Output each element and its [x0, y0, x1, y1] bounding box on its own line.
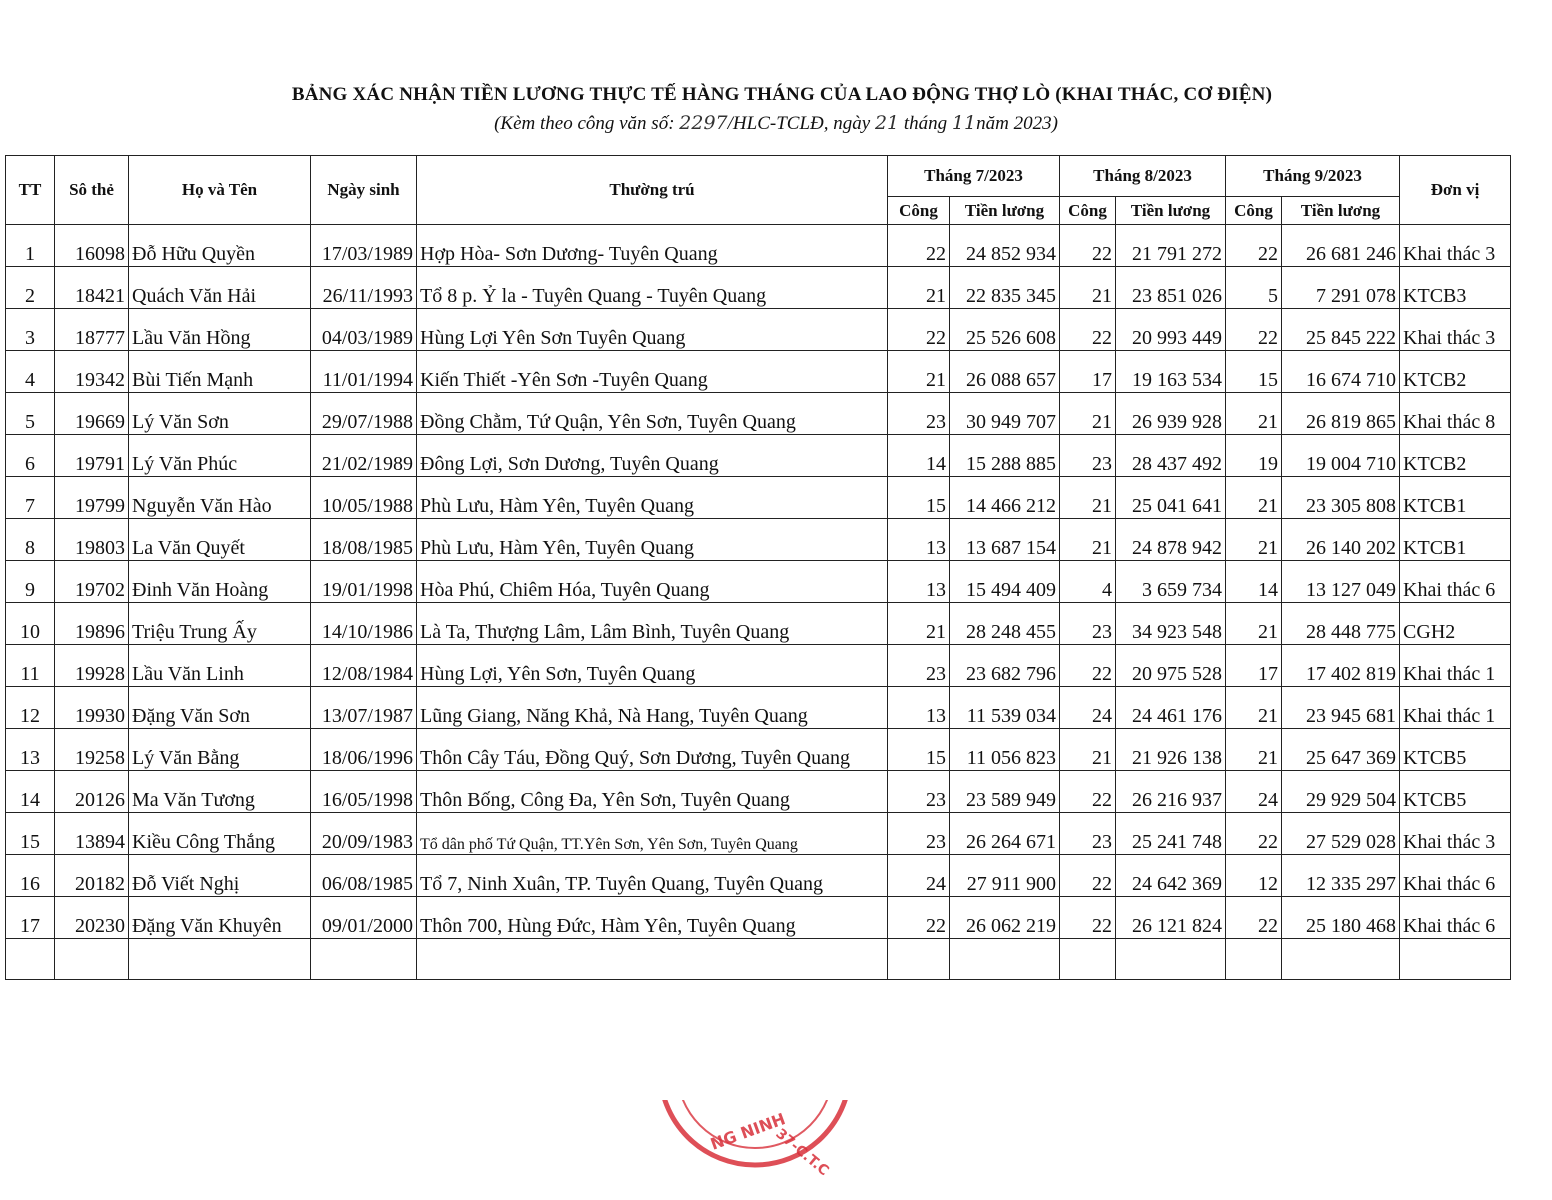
- row-don-vi: Khai thác 8: [1400, 393, 1511, 435]
- subtitle-month-word: tháng: [903, 113, 948, 134]
- table-row: [6, 477, 1511, 519]
- row-tien-luong-8: 21 791 272: [1116, 225, 1226, 267]
- row-ngay-sinh: 20/09/1983: [311, 813, 417, 855]
- salary-table: [5, 155, 1511, 980]
- header-row-1: [6, 156, 1511, 197]
- row-cong-7: 21: [888, 351, 950, 393]
- row-cong-8: 22: [1060, 855, 1116, 897]
- row-cong-9: 15: [1226, 351, 1282, 393]
- row-cong-7: 21: [888, 603, 950, 645]
- table-row: [6, 435, 1511, 477]
- row-cong-8: 17: [1060, 351, 1116, 393]
- row-tien-luong-9: 25 845 222: [1282, 309, 1400, 351]
- row-thuong-tru: Tổ dân phố Tứ Quận, TT.Yên Sơn, Yên Sơn, Tuyên Quang: [417, 813, 888, 855]
- header-tien-luong-9: Tiền lương: [1282, 197, 1400, 225]
- row-don-vi: KTCB5: [1400, 729, 1511, 771]
- row-tien-luong-9: 26 140 202: [1282, 519, 1400, 561]
- row-cong-8: 23: [1060, 603, 1116, 645]
- row-ho-ten: Lầu Văn Hồng: [129, 309, 311, 351]
- row-tien-luong-7: 28 248 455: [950, 603, 1060, 645]
- row-cong-9: 12: [1226, 855, 1282, 897]
- row-tt: 7: [6, 477, 55, 519]
- row-tien-luong-8: 28 437 492: [1116, 435, 1226, 477]
- row-so-the: 19803: [55, 519, 129, 561]
- table-row: [6, 813, 1511, 855]
- row-ho-ten: Đặng Văn Khuyên: [129, 897, 311, 939]
- row-ho-ten: Lý Văn Sơn: [129, 393, 311, 435]
- row-don-vi: KTCB3: [1400, 267, 1511, 309]
- row-ngay-sinh: 19/01/1998: [311, 561, 417, 603]
- row-cong-8: 23: [1060, 435, 1116, 477]
- row-thuong-tru: Hùng Lợi, Yên Sơn, Tuyên Quang: [417, 645, 888, 687]
- table-row: [6, 309, 1511, 351]
- row-ho-ten: Lý Văn Phúc: [129, 435, 311, 477]
- row-tien-luong-7: 11 539 034: [950, 687, 1060, 729]
- table-row: [6, 855, 1511, 897]
- row-tt: 6: [6, 435, 55, 477]
- row-cong-9: 21: [1226, 393, 1282, 435]
- row-thuong-tru: Hợp Hòa- Sơn Dương- Tuyên Quang: [417, 225, 888, 267]
- row-tt: 3: [6, 309, 55, 351]
- row-cong-7: 23: [888, 771, 950, 813]
- row-cong-7: 13: [888, 519, 950, 561]
- row-ho-ten: Kiều Công Thắng: [129, 813, 311, 855]
- row-so-the: 19930: [55, 687, 129, 729]
- row-so-the: 19799: [55, 477, 129, 519]
- row-don-vi: Khai thác 6: [1400, 897, 1511, 939]
- row-ho-ten: Quách Văn Hải: [129, 267, 311, 309]
- row-tt: 16: [6, 855, 55, 897]
- row-cong-7: 24: [888, 855, 950, 897]
- row-tien-luong-8: 26 216 937: [1116, 771, 1226, 813]
- empty-cell: [1226, 939, 1282, 980]
- row-thuong-tru: Đông Lợi, Sơn Dương, Tuyên Quang: [417, 435, 888, 477]
- row-cong-9: 22: [1226, 897, 1282, 939]
- row-tien-luong-9: 23 305 808: [1282, 477, 1400, 519]
- table-row: [6, 519, 1511, 561]
- row-tien-luong-7: 26 264 671: [950, 813, 1060, 855]
- row-cong-8: 23: [1060, 813, 1116, 855]
- row-tien-luong-7: 26 062 219: [950, 897, 1060, 939]
- row-cong-8: 22: [1060, 897, 1116, 939]
- row-cong-8: 22: [1060, 225, 1116, 267]
- row-don-vi: KTCB5: [1400, 771, 1511, 813]
- row-thuong-tru: Tổ 7, Ninh Xuân, TP. Tuyên Quang, Tuyên Quang: [417, 855, 888, 897]
- row-tien-luong-9: 25 180 468: [1282, 897, 1400, 939]
- row-ngay-sinh: 14/10/1986: [311, 603, 417, 645]
- row-don-vi: Khai thác 3: [1400, 309, 1511, 351]
- row-cong-9: 22: [1226, 813, 1282, 855]
- row-cong-8: 21: [1060, 393, 1116, 435]
- empty-cell: [417, 939, 888, 980]
- header-thuong-tru: Thường trú: [417, 156, 888, 225]
- header-cong-8: Công: [1060, 197, 1116, 225]
- row-cong-8: 21: [1060, 477, 1116, 519]
- row-tien-luong-9: 27 529 028: [1282, 813, 1400, 855]
- row-don-vi: KTCB2: [1400, 435, 1511, 477]
- header-ho-ten: Họ và Tên: [129, 156, 311, 225]
- row-tien-luong-9: 26 819 865: [1282, 393, 1400, 435]
- row-tien-luong-7: 11 056 823: [950, 729, 1060, 771]
- row-thuong-tru: Thôn Cây Táu, Đồng Quý, Sơn Dương, Tuyên Quang: [417, 729, 888, 771]
- table-row: [6, 561, 1511, 603]
- row-tien-luong-8: 20 993 449: [1116, 309, 1226, 351]
- row-tien-luong-9: 25 647 369: [1282, 729, 1400, 771]
- row-thuong-tru: Là Ta, Thượng Lâm, Lâm Bình, Tuyên Quang: [417, 603, 888, 645]
- svg-text:NG NINH: NG NINH: [707, 1109, 788, 1154]
- row-so-the: 20126: [55, 771, 129, 813]
- row-cong-7: 23: [888, 645, 950, 687]
- row-cong-9: 21: [1226, 519, 1282, 561]
- row-thuong-tru: Hùng Lợi Yên Sơn Tuyên Quang: [417, 309, 888, 351]
- row-cong-8: 22: [1060, 771, 1116, 813]
- row-tt: 13: [6, 729, 55, 771]
- red-seal-stamp: [655, 1100, 855, 1200]
- row-cong-8: 24: [1060, 687, 1116, 729]
- row-cong-9: 22: [1226, 225, 1282, 267]
- row-don-vi: Khai thác 1: [1400, 687, 1511, 729]
- row-cong-9: 22: [1226, 309, 1282, 351]
- row-tt: 8: [6, 519, 55, 561]
- header-tt: TT: [6, 156, 55, 225]
- row-tien-luong-9: 12 335 297: [1282, 855, 1400, 897]
- row-ngay-sinh: 18/06/1996: [311, 729, 417, 771]
- row-tt: 2: [6, 267, 55, 309]
- row-cong-9: 21: [1226, 477, 1282, 519]
- row-ho-ten: Đỗ Hữu Quyền: [129, 225, 311, 267]
- seal-graphic: [655, 1100, 855, 1200]
- header-thang-7: Tháng 7/2023: [888, 156, 1060, 197]
- subtitle-mid: /HLC-TCLĐ, ngày: [727, 113, 871, 134]
- row-tien-luong-7: 13 687 154: [950, 519, 1060, 561]
- header-thang-9: Tháng 9/2023: [1226, 156, 1400, 197]
- empty-cell: [1116, 939, 1226, 980]
- header-so-the: Sô thẻ: [55, 156, 129, 225]
- row-ngay-sinh: 26/11/1993: [311, 267, 417, 309]
- row-cong-9: 5: [1226, 267, 1282, 309]
- row-cong-7: 23: [888, 393, 950, 435]
- row-tien-luong-7: 15 288 885: [950, 435, 1060, 477]
- empty-cell: [888, 939, 950, 980]
- row-tien-luong-7: 23 682 796: [950, 645, 1060, 687]
- row-tt: 11: [6, 645, 55, 687]
- row-tien-luong-9: 13 127 049: [1282, 561, 1400, 603]
- row-tien-luong-8: 24 878 942: [1116, 519, 1226, 561]
- row-ngay-sinh: 13/07/1987: [311, 687, 417, 729]
- row-tien-luong-7: 27 911 900: [950, 855, 1060, 897]
- row-cong-9: 17: [1226, 645, 1282, 687]
- row-tien-luong-7: 26 088 657: [950, 351, 1060, 393]
- row-cong-7: 22: [888, 897, 950, 939]
- row-ngay-sinh: 09/01/2000: [311, 897, 417, 939]
- row-tien-luong-8: 21 926 138: [1116, 729, 1226, 771]
- row-tien-luong-7: 14 466 212: [950, 477, 1060, 519]
- header-cong-7: Công: [888, 197, 950, 225]
- row-so-the: 19928: [55, 645, 129, 687]
- row-cong-9: 14: [1226, 561, 1282, 603]
- row-tien-luong-8: 26 939 928: [1116, 393, 1226, 435]
- empty-cell: [311, 939, 417, 980]
- row-tien-luong-8: 34 923 548: [1116, 603, 1226, 645]
- row-thuong-tru: Phù Lưu, Hàm Yên, Tuyên Quang: [417, 519, 888, 561]
- row-ngay-sinh: 11/01/1994: [311, 351, 417, 393]
- row-tt: 12: [6, 687, 55, 729]
- row-tien-luong-7: 24 852 934: [950, 225, 1060, 267]
- row-tien-luong-8: 19 163 534: [1116, 351, 1226, 393]
- row-ho-ten: Bùi Tiến Mạnh: [129, 351, 311, 393]
- row-so-the: 13894: [55, 813, 129, 855]
- subtitle-day: 21: [874, 112, 900, 134]
- row-cong-7: 13: [888, 687, 950, 729]
- header-ngay-sinh: Ngày sinh: [311, 156, 417, 225]
- header-don-vi: Đơn vị: [1400, 156, 1511, 225]
- row-ho-ten: La Văn Quyết: [129, 519, 311, 561]
- row-ngay-sinh: 04/03/1989: [311, 309, 417, 351]
- table-row: [6, 897, 1511, 939]
- table-row: [6, 393, 1511, 435]
- row-thuong-tru: Lũng Giang, Năng Khả, Nà Hang, Tuyên Quang: [417, 687, 888, 729]
- row-cong-8: 21: [1060, 267, 1116, 309]
- row-cong-8: 22: [1060, 645, 1116, 687]
- row-cong-7: 22: [888, 225, 950, 267]
- row-ho-ten: Nguyễn Văn Hào: [129, 477, 311, 519]
- row-cong-7: 23: [888, 813, 950, 855]
- row-tien-luong-9: 28 448 775: [1282, 603, 1400, 645]
- row-thuong-tru: Tổ 8 p. Ỷ la - Tuyên Quang - Tuyên Quang: [417, 267, 888, 309]
- row-tien-luong-7: 25 526 608: [950, 309, 1060, 351]
- row-tien-luong-7: 30 949 707: [950, 393, 1060, 435]
- row-tien-luong-8: 20 975 528: [1116, 645, 1226, 687]
- table-row: [6, 771, 1511, 813]
- row-cong-7: 13: [888, 561, 950, 603]
- row-don-vi: Khai thác 1: [1400, 645, 1511, 687]
- row-thuong-tru: Thôn Bống, Công Đa, Yên Sơn, Tuyên Quang: [417, 771, 888, 813]
- document-subtitle: [0, 112, 1552, 135]
- row-tien-luong-8: 3 659 734: [1116, 561, 1226, 603]
- row-so-the: 19791: [55, 435, 129, 477]
- row-ngay-sinh: 21/02/1989: [311, 435, 417, 477]
- row-ho-ten: Lý Văn Bằng: [129, 729, 311, 771]
- row-don-vi: KTCB1: [1400, 477, 1511, 519]
- subtitle-month: 11: [951, 112, 977, 134]
- subtitle-prefix: (Kèm theo công văn số:: [494, 113, 675, 134]
- row-ngay-sinh: 10/05/1988: [311, 477, 417, 519]
- table-row: [6, 645, 1511, 687]
- table-row: [6, 729, 1511, 771]
- row-so-the: 19669: [55, 393, 129, 435]
- empty-cell: [1282, 939, 1400, 980]
- row-so-the: 16098: [55, 225, 129, 267]
- row-cong-8: 4: [1060, 561, 1116, 603]
- row-don-vi: KTCB1: [1400, 519, 1511, 561]
- row-don-vi: Khai thác 6: [1400, 855, 1511, 897]
- row-so-the: 19342: [55, 351, 129, 393]
- row-cong-7: 22: [888, 309, 950, 351]
- empty-cell: [1060, 939, 1116, 980]
- svg-text:37-C.T.C: 37-C.T.C: [772, 1125, 832, 1180]
- header-tien-luong-8: Tiền lương: [1116, 197, 1226, 225]
- row-ngay-sinh: 29/07/1988: [311, 393, 417, 435]
- table-row: [6, 687, 1511, 729]
- table-row: [6, 351, 1511, 393]
- row-cong-9: 21: [1226, 603, 1282, 645]
- row-tien-luong-7: 15 494 409: [950, 561, 1060, 603]
- row-tien-luong-8: 23 851 026: [1116, 267, 1226, 309]
- row-don-vi: KTCB2: [1400, 351, 1511, 393]
- row-thuong-tru: Kiến Thiết -Yên Sơn -Tuyên Quang: [417, 351, 888, 393]
- row-tien-luong-8: 25 041 641: [1116, 477, 1226, 519]
- table-row: [6, 603, 1511, 645]
- row-so-the: 20230: [55, 897, 129, 939]
- row-ngay-sinh: 06/08/1985: [311, 855, 417, 897]
- row-cong-7: 14: [888, 435, 950, 477]
- row-tien-luong-8: 25 241 748: [1116, 813, 1226, 855]
- row-tien-luong-9: 23 945 681: [1282, 687, 1400, 729]
- row-thuong-tru: Phù Lưu, Hàm Yên, Tuyên Quang: [417, 477, 888, 519]
- row-tien-luong-9: 26 681 246: [1282, 225, 1400, 267]
- table-row: [6, 225, 1511, 267]
- row-tien-luong-9: 17 402 819: [1282, 645, 1400, 687]
- table-row: [6, 267, 1511, 309]
- row-cong-7: 15: [888, 477, 950, 519]
- row-tt: 1: [6, 225, 55, 267]
- row-don-vi: Khai thác 3: [1400, 813, 1511, 855]
- row-tien-luong-9: 19 004 710: [1282, 435, 1400, 477]
- subtitle-suffix: năm 2023): [976, 113, 1058, 134]
- empty-cell: [55, 939, 129, 980]
- row-don-vi: CGH2: [1400, 603, 1511, 645]
- row-don-vi: Khai thác 3: [1400, 225, 1511, 267]
- empty-cell: [1400, 939, 1511, 980]
- header-cong-9: Công: [1226, 197, 1282, 225]
- row-so-the: 18421: [55, 267, 129, 309]
- row-so-the: 18777: [55, 309, 129, 351]
- row-tien-luong-8: 24 642 369: [1116, 855, 1226, 897]
- row-ho-ten: Đặng Văn Sơn: [129, 687, 311, 729]
- row-tien-luong-9: 29 929 504: [1282, 771, 1400, 813]
- subtitle-number: 2297: [679, 112, 728, 134]
- row-tien-luong-9: 16 674 710: [1282, 351, 1400, 393]
- row-so-the: 19896: [55, 603, 129, 645]
- empty-cell: [6, 939, 55, 980]
- row-cong-8: 22: [1060, 309, 1116, 351]
- row-tien-luong-7: 23 589 949: [950, 771, 1060, 813]
- row-cong-9: 21: [1226, 729, 1282, 771]
- empty-row: [6, 939, 1511, 980]
- row-ho-ten: Lầu Văn Linh: [129, 645, 311, 687]
- row-ngay-sinh: 12/08/1984: [311, 645, 417, 687]
- row-cong-8: 21: [1060, 519, 1116, 561]
- row-so-the: 19702: [55, 561, 129, 603]
- header-thang-8: Tháng 8/2023: [1060, 156, 1226, 197]
- row-cong-9: 21: [1226, 687, 1282, 729]
- row-tt: 14: [6, 771, 55, 813]
- row-tt: 17: [6, 897, 55, 939]
- row-cong-9: 24: [1226, 771, 1282, 813]
- row-ho-ten: Triệu Trung Ấy: [129, 603, 311, 645]
- row-cong-7: 21: [888, 267, 950, 309]
- row-ho-ten: Đỗ Viết Nghị: [129, 855, 311, 897]
- row-thuong-tru: Đồng Chằm, Tứ Quận, Yên Sơn, Tuyên Quang: [417, 393, 888, 435]
- row-cong-9: 19: [1226, 435, 1282, 477]
- row-tt: 4: [6, 351, 55, 393]
- row-tien-luong-9: 7 291 078: [1282, 267, 1400, 309]
- row-tt: 9: [6, 561, 55, 603]
- row-cong-7: 15: [888, 729, 950, 771]
- row-ngay-sinh: 17/03/1989: [311, 225, 417, 267]
- row-so-the: 20182: [55, 855, 129, 897]
- row-tt: 5: [6, 393, 55, 435]
- row-tien-luong-8: 24 461 176: [1116, 687, 1226, 729]
- row-ngay-sinh: 18/08/1985: [311, 519, 417, 561]
- row-thuong-tru: Hòa Phú, Chiêm Hóa, Tuyên Quang: [417, 561, 888, 603]
- row-tien-luong-7: 22 835 345: [950, 267, 1060, 309]
- empty-cell: [950, 939, 1060, 980]
- document-title: BẢNG XÁC NHẬN TIỀN LƯƠNG THỰC TẾ HÀNG THÁNG CỦA LAO ĐỘNG THỢ LÒ (KHAI THÁC, CƠ ĐIỆN): [291, 84, 1273, 105]
- row-thuong-tru: Thôn 700, Hùng Đức, Hàm Yên, Tuyên Quang: [417, 897, 888, 939]
- row-ngay-sinh: 16/05/1998: [311, 771, 417, 813]
- row-tt: 10: [6, 603, 55, 645]
- header-tien-luong-7: Tiền lương: [950, 197, 1060, 225]
- row-tt: 15: [6, 813, 55, 855]
- row-so-the: 19258: [55, 729, 129, 771]
- row-ho-ten: Ma Văn Tương: [129, 771, 311, 813]
- empty-cell: [129, 939, 311, 980]
- row-don-vi: Khai thác 6: [1400, 561, 1511, 603]
- row-tien-luong-8: 26 121 824: [1116, 897, 1226, 939]
- row-cong-8: 21: [1060, 729, 1116, 771]
- row-ho-ten: Đinh Văn Hoàng: [129, 561, 311, 603]
